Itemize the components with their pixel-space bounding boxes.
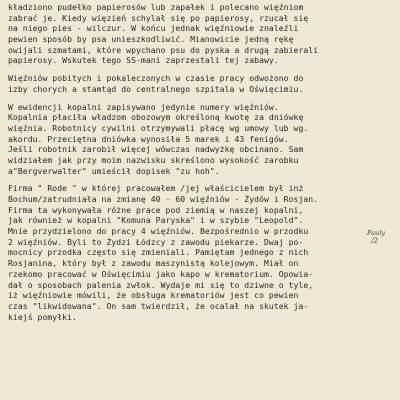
text-line: na niego pies - wilczur. W końcu jednak więźniowie znaleźli xyxy=(8,23,299,34)
text-line: zabrać je. Kiedy więzień schylał się po papierosy, rzucał się xyxy=(8,12,309,23)
text-line: Więźniów pobitych i pokaleczonych w czasie pracy odwożono do xyxy=(8,73,304,84)
text-line: Mnie przydzielono do pracy 4 więźniów. Bezpośrednio w przodku xyxy=(8,226,309,237)
text-line: W ewidencji kopalni zapisywano jedynie numery więźniów. xyxy=(8,101,279,112)
text-line: iż więźniowie mówili, że obsługa krematoriów jest co pewien xyxy=(8,290,299,301)
text-line: izby chorych a stamtąd do centralnego szpitala w Oświęcimiu. xyxy=(8,83,304,94)
text-line: widziałem jak przy moim nazwisku skreślono wysokość zarobku xyxy=(8,154,299,165)
text-line: pewien sposób by psa unieszkodliwić. Mianowicie jedną rękę xyxy=(8,34,294,45)
text-line: Firma ta wykonywała różne prace pod ziemią w naszej kopalni, xyxy=(8,204,304,215)
text-line: dał o sposobach palenia zwłok. Wydaje mi się to dziwne o tyle, xyxy=(8,279,314,290)
text-line: akordu. Przeciętna dniówka wynosiła 5 marek i 43 fenigów. xyxy=(8,133,289,144)
text-line: kładziono pudełko papierosów lub zapałek i polecano więźniom xyxy=(8,2,304,12)
text-line: rzekomo pracować w Oświęcimiu jako kapo w krematorium. Opowia- xyxy=(8,268,314,279)
paragraph-2 xyxy=(8,73,400,94)
text-line: 2 więźniów. Byli to Żydzi Łódzcy z zawodu piekarze. Dwaj po- xyxy=(8,236,304,247)
text-line: Bochum/zatrudniała na zmianę 40 - 60 więźniów - Żydów i Rosjan. xyxy=(8,194,319,204)
text-line: więźnia. Robotnicy cywilni otrzymywali płacę wg umowy lub wg. xyxy=(8,122,309,133)
text-line: mocnicy przodka często się zmieniali. Pamiętam jednego z nich xyxy=(8,247,309,258)
text-line: czas "likwidowana". On sam twierdził, że ocalał na skutek ja- xyxy=(8,300,309,311)
paragraph-4 xyxy=(8,183,400,322)
handwritten-mark: /2 xyxy=(371,237,378,245)
text-line: Rosjanina, który był z zawodu maszynistą kolejowym. Miał on xyxy=(8,258,299,269)
handwritten-annotation: Pauly xyxy=(367,229,386,237)
text-line: kiejś pomyłki. xyxy=(8,311,77,322)
text-line: Jeśli robotnik zarobił więcej wówczas nadwyżkę obcinano. Sam xyxy=(8,144,304,155)
paragraph-3 xyxy=(8,102,400,177)
text-line: jak również w kopalni "Komuna Paryska" i w szybie "Leopold". xyxy=(8,215,304,226)
text-line: papierosy. Wskutek tego SS-mani zaprzestali tej zabawy. xyxy=(8,55,279,66)
text-line: a"Bergverwalter" umieścił dopisek "zu hoh". xyxy=(8,165,220,176)
paragraph-1 xyxy=(8,2,400,66)
text-line: Kopalnia płaciła władzom obozowym określoną kwotę za dniówkę xyxy=(8,112,304,123)
text-line: Firma " Rode " w której pracowałem /jej właścicielem był inż xyxy=(8,183,304,194)
text-line: owijali szmatami, które wpychano psu do pyska a drugą zabierali xyxy=(8,44,319,55)
